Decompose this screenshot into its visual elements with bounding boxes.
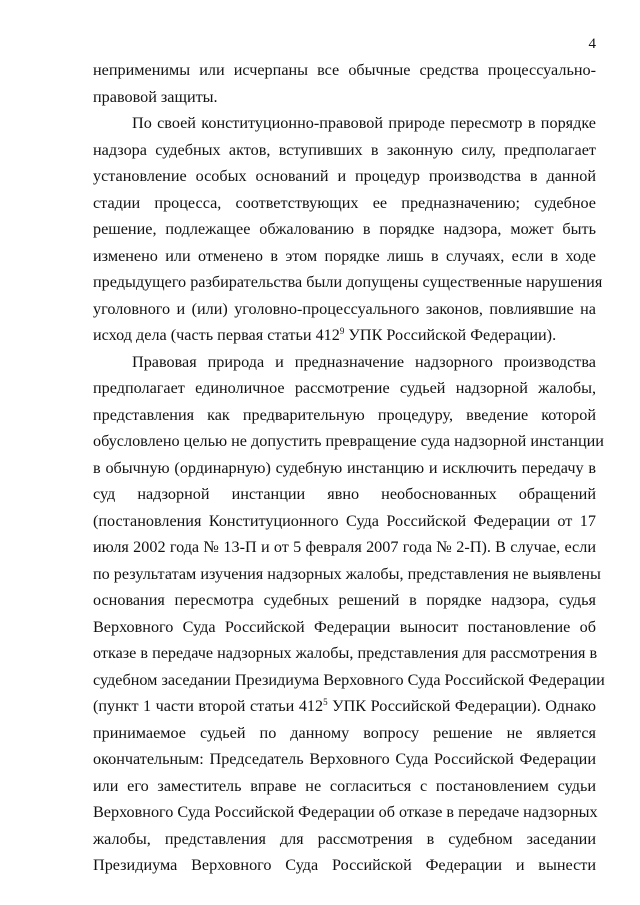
text-line: решение, подлежащее обжалованию в порядке надзора, может быть — [93, 220, 596, 238]
text-line: по результатам изучения надзорных жалобы, представления не выявлены — [93, 564, 601, 583]
text-line: предыдущего разбирательства были допущены существенные нарушения — [93, 273, 603, 291]
text-line: Верховного Суда Российской Федерации выносит постановление об — [93, 617, 596, 636]
text-line: По своей конституционно-правовой природе пересмотр в порядке — [132, 114, 596, 132]
page-number: 4 — [588, 36, 596, 52]
text-line: Правовая природа и предназначение надзорного производства — [132, 352, 596, 371]
paragraph — [93, 349, 605, 879]
text-line: предполагает единоличное рассмотрение судьей надзорной жалобы, — [93, 379, 596, 397]
document-body — [93, 57, 605, 879]
text-line: июля 2002 года № 13-П и от 5 февраля 2007 года № 2-П). В случае, если — [93, 538, 596, 556]
text-line — [93, 693, 596, 720]
text-line — [93, 322, 596, 349]
text-fragment: УПК Российской Федерации). — [344, 326, 557, 344]
text-line: Президиума Верховного Суда Российской Федерации и вынести — [93, 856, 596, 874]
text-fragment: УПК Российской Федерации). Однако — [327, 697, 596, 715]
text-line: (постановления Конституционного Суда Российской Федерации от 17 — [93, 511, 596, 530]
text-line: принимаемое судьей по данному вопросу решение не является — [93, 723, 596, 742]
paragraph — [93, 57, 596, 110]
text-line: установление особых оснований и процедур производства в данной — [93, 167, 596, 185]
paragraph — [93, 110, 603, 349]
text-line: неприменимы или исчерпаны все обычные средства процессуально- — [93, 61, 596, 79]
text-line: судебном заседании Президиума Верховного Суда Российской Федерации — [93, 670, 605, 689]
text-line: в обычную (ординарную) судебную инстанцию и исключить передачу в — [93, 458, 596, 477]
text-line: представления как предварительную процедуру, введение которой — [93, 405, 596, 424]
superscript: 5 — [323, 697, 328, 707]
text-fragment: исход дела (часть первая статьи 412 — [93, 326, 340, 344]
text-line: изменено или отменено в этом порядке лишь в случаях, если в ходе — [93, 246, 596, 265]
text-line: или его заместитель вправе не согласиться с постановлением судьи — [93, 776, 596, 795]
text-line: основания пересмотра судебных решений в порядке надзора, судья — [93, 591, 596, 609]
text-line: обусловлено целью не допустить превращение суда надзорной инстанции — [93, 432, 604, 450]
text-line: правовой защиты. — [93, 87, 218, 106]
text-line: Верховного Суда Российской Федерации об отказе в передаче надзорных — [93, 803, 598, 821]
text-line: жалобы, представления для рассмотрения в судебном заседании — [93, 829, 596, 848]
superscript: 9 — [339, 326, 345, 336]
text-line: окончательным: Председатель Верховного Суда Российской Федерации — [93, 750, 596, 768]
text-line: уголовного и (или) уголовно-процессуального законов, повлиявшие на — [93, 299, 596, 318]
text-line: стадии процесса, соответствующих ее предназначению; судебное — [93, 193, 596, 212]
text-line: отказе в передаче надзорных жалобы, представления для рассмотрения в — [93, 644, 598, 662]
text-line: надзора судебных актов, вступивших в законную силу, предполагает — [93, 140, 596, 159]
text-line: суд надзорной инстанции явно необоснованных обращений — [93, 485, 596, 503]
text-fragment: (пункт 1 части второй статьи 412 — [93, 697, 324, 715]
